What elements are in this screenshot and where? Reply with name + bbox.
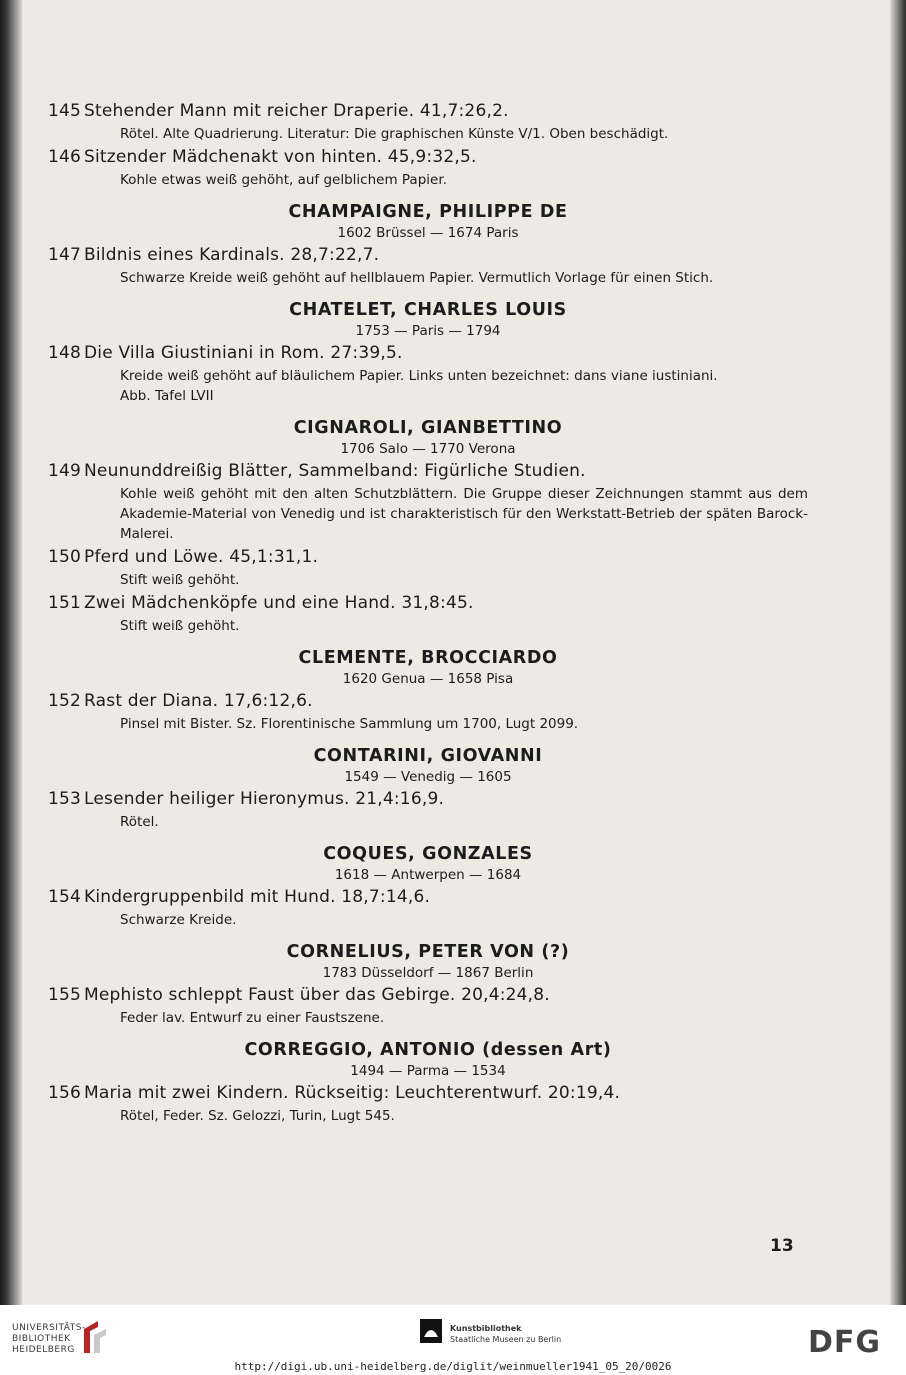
- artist-name: CIGNAROLI, GIANBETTINO: [293, 418, 563, 438]
- catalog-entry: [48, 242, 808, 288]
- entry-number: 146: [48, 147, 82, 167]
- entry-number: 156: [48, 1083, 82, 1103]
- artist-heading: [48, 842, 808, 884]
- artist-name: CHAMPAIGNE, PHILIPPE DE: [288, 202, 568, 222]
- entry-description: Rötel.: [120, 814, 159, 830]
- catalog-entry: [48, 458, 808, 544]
- uni-logo-line: HEIDELBERG: [12, 1345, 75, 1355]
- catalog-entry: [48, 144, 808, 190]
- dfg-logo[interactable]: DFG: [808, 1325, 882, 1360]
- page-edge-left: [0, 0, 22, 1305]
- uni-logo-line: UNIVERSITÄTS-: [12, 1323, 86, 1333]
- entry-description: Abb. Tafel LVII: [120, 388, 214, 404]
- entry-title: Bildnis eines Kardinals. 28,7:22,7.: [84, 245, 380, 265]
- entry-title-line: [48, 884, 808, 910]
- uni-logo-line: BIBLIOTHEK: [12, 1334, 71, 1344]
- artist-dates: 1549 — Venedig — 1605: [344, 769, 512, 785]
- entry-title-line: [48, 590, 808, 616]
- kb-subtitle: Staatliche Museen zu Berlin: [450, 1335, 562, 1344]
- entry-title-line: [48, 982, 808, 1008]
- artist-heading: [48, 200, 808, 242]
- artist-name: CLEMENTE, BROCCIARDO: [298, 648, 558, 668]
- entry-title: Kindergruppenbild mit Hund. 18,7:14,6.: [84, 887, 431, 907]
- artist-dates: 1618 — Antwerpen — 1684: [334, 867, 522, 883]
- artist-heading: [48, 940, 808, 982]
- entry-description: Kohle weiß gehöht mit den alten Schutzblättern. Die Gruppe dieser Zeichnungen stammt aus dem Akademie-Material von Venedig und ist charakteristisch für den Werkstatt-Betrieb der späten Barock-Malerei.: [120, 486, 808, 542]
- catalog-entry: [48, 544, 808, 590]
- catalog-entry: [48, 688, 808, 734]
- entry-description: Rötel, Feder. Sz. Gelozzi, Turin, Lugt 545.: [120, 1108, 395, 1124]
- entry-title: Zwei Mädchenköpfe und eine Hand. 31,8:45.: [84, 593, 474, 613]
- entry-title-line: [48, 98, 808, 124]
- entry-description: Kohle etwas weiß gehöht, auf gelblichem Papier.: [120, 172, 447, 188]
- entry-number: 147: [48, 245, 82, 265]
- university-mark-icon: [80, 1319, 110, 1355]
- kunstbibliothek-logo-icon: [420, 1319, 442, 1343]
- entry-title-line: [48, 340, 808, 366]
- entry-title-line: [48, 688, 808, 714]
- entry-number: 153: [48, 789, 82, 809]
- catalog-content: [48, 98, 808, 1126]
- artist-heading: [48, 298, 808, 340]
- catalog-entry: [48, 340, 808, 406]
- entry-description: Stift weiß gehöht.: [120, 572, 240, 588]
- catalog-entry: [48, 98, 808, 144]
- entry-number: 152: [48, 691, 82, 711]
- entry-number: 145: [48, 101, 82, 121]
- entry-description: Stift weiß gehöht.: [120, 618, 240, 634]
- entry-number: 149: [48, 461, 82, 481]
- entry-number: 148: [48, 343, 82, 363]
- artist-name: COQUES, GONZALES: [323, 844, 533, 864]
- entry-number: 155: [48, 985, 82, 1005]
- entry-title-line: [48, 786, 808, 812]
- artist-dates: 1783 Düsseldorf — 1867 Berlin: [322, 965, 534, 981]
- catalog-entry: [48, 590, 808, 636]
- entry-title-line: [48, 1080, 808, 1106]
- entry-title: Pferd und Löwe. 45,1:31,1.: [84, 547, 319, 567]
- source-url[interactable]: http://digi.ub.uni-heidelberg.de/diglit/weinmueller1941_05_20/0026: [234, 1360, 672, 1373]
- artist-name: CHATELET, CHARLES LOUIS: [289, 300, 567, 320]
- entry-title-line: [48, 458, 808, 484]
- entry-title-line: [48, 242, 808, 268]
- entry-title: Maria mit zwei Kindern. Rückseitig: Leuchterentwurf. 20:19,4.: [84, 1083, 621, 1103]
- entry-title: Neununddreißig Blätter, Sammelband: Figürliche Studien.: [84, 461, 586, 481]
- artist-dates: 1706 Salo — 1770 Verona: [340, 441, 516, 457]
- entry-title-line: [48, 544, 808, 570]
- entry-number: 154: [48, 887, 82, 907]
- artist-dates: 1620 Genua — 1658 Pisa: [342, 671, 514, 687]
- artist-name: CORREGGIO, ANTONIO (dessen Art): [244, 1040, 612, 1060]
- artist-heading: [48, 744, 808, 786]
- entry-number: 151: [48, 593, 82, 613]
- page-edge-right: [890, 0, 906, 1305]
- artist-heading: [48, 646, 808, 688]
- artist-heading: [48, 1038, 808, 1080]
- viewer-footer: [0, 1305, 906, 1375]
- entry-description: Pinsel mit Bister. Sz. Florentinische Sammlung um 1700, Lugt 2099.: [120, 716, 579, 732]
- entry-description: Kreide weiß gehöht auf bläulichem Papier. Links unten bezeichnet: dans viane iustiniani.: [120, 368, 718, 384]
- entry-title: Stehender Mann mit reicher Draperie. 41,7:26,2.: [84, 101, 509, 121]
- entry-description: Schwarze Kreide.: [120, 912, 237, 928]
- artist-heading: [48, 416, 808, 458]
- entry-description: Schwarze Kreide weiß gehöht auf hellblauem Papier. Vermutlich Vorlage für einen Stich.: [120, 270, 714, 286]
- catalog-entry: [48, 1080, 808, 1126]
- kb-title: Kunstbibliothek: [450, 1324, 522, 1333]
- entry-title: Sitzender Mädchenakt von hinten. 45,9:32,5.: [84, 147, 477, 167]
- artist-dates: 1753 — Paris — 1794: [355, 323, 501, 339]
- artist-name: CORNELIUS, PETER VON (?): [286, 942, 570, 962]
- artist-dates: 1602 Brüssel — 1674 Paris: [337, 225, 519, 241]
- kunstbibliothek-label[interactable]: [450, 1323, 561, 1345]
- page-number: 13: [770, 1236, 794, 1256]
- entry-title: Lesender heiliger Hieronymus. 21,4:16,9.: [84, 789, 445, 809]
- artist-dates: 1494 — Parma — 1534: [350, 1063, 506, 1079]
- entry-number: 150: [48, 547, 82, 567]
- catalog-entry: [48, 786, 808, 832]
- artist-name: CONTARINI, GIOVANNI: [313, 746, 543, 766]
- catalog-entry: [48, 884, 808, 930]
- catalog-entry: [48, 982, 808, 1028]
- entry-description: Feder lav. Entwurf zu einer Faustszene.: [120, 1010, 385, 1026]
- entry-title: Rast der Diana. 17,6:12,6.: [84, 691, 313, 711]
- entry-title: Die Villa Giustiniani in Rom. 27:39,5.: [84, 343, 403, 363]
- entry-title: Mephisto schleppt Faust über das Gebirge. 20,4:24,8.: [84, 985, 550, 1005]
- university-library-logo[interactable]: [12, 1323, 86, 1356]
- entry-title-line: [48, 144, 808, 170]
- entry-description: Rötel. Alte Quadrierung. Literatur: Die graphischen Künste V/1. Oben beschädigt.: [120, 126, 669, 142]
